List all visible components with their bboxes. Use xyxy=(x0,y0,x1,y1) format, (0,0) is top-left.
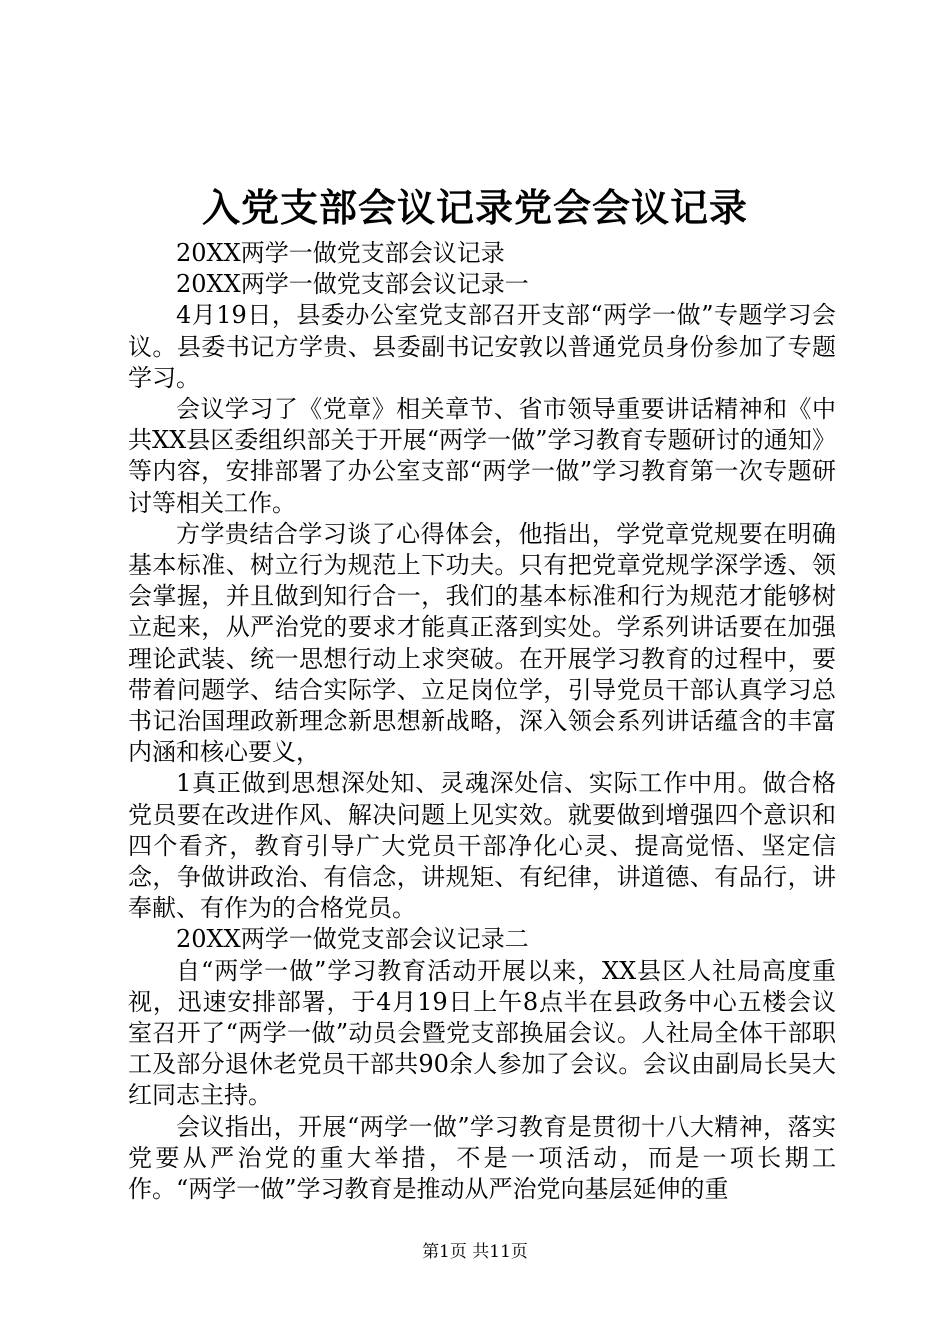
document-body xyxy=(128,238,836,1205)
paragraph: 20XX两学一做党支部会议记录二 xyxy=(176,925,529,954)
paragraph: 20XX两学一做党支部会议记录 xyxy=(176,239,505,267)
paragraph: 1真正做到思想深处知、灵魂深处信、实际工作中用。做合格党员要在改进作风、解决问题上见实效。就要做到增强四个意识和四个看齐，教育引导广大党员干部净化心灵、提高觉悟、坚定信念，争做讲政治、有信念，讲规矩、有纪律，讲道德、有品行，讲奉献、有作为的合格党员。 xyxy=(128,769,836,923)
paragraph: 会议学习了《党章》相关章节、省市领导重要讲话精神和《中共XX县区委组织部关于开展“两学一做”学习教育专题研讨的通知》等内容，安排部署了办公室支部“两学一做”学习教育第一次专题研讨等相关工作。 xyxy=(128,395,836,517)
paragraph: 20XX两学一做党支部会议记录一 xyxy=(176,270,529,299)
paragraph: 会议指出，开展“两学一做”学习教育是贯彻十八大精神，落实党要从严治党的重大举措，不是一项活动，而是一项长期工作。“两学一做”学习教育是推动从严治党向基层延伸的重 xyxy=(128,1112,836,1204)
paragraph: 自“两学一做”学习教育活动开展以来，XX县区人社局高度重视，迅速安排部署，于4月19日上午8点半在县政务中心五楼会议室召开了“两学一做”动员会暨党支部换届会议。人社局全体干部职工及部分退休老党员干部共90余人参加了会议。会议由副局长吴大红同志主持。 xyxy=(128,956,836,1110)
page-number-footer: 第1页 共11页 xyxy=(422,1242,528,1262)
document-title: 入党支部会议记录党会会议记录 xyxy=(201,185,748,230)
paragraph: 4月19日，县委办公室党支部召开支部“两学一做”专题学习会议。县委书记方学贵、县委副书记安敦以普通党员身份参加了专题学习。 xyxy=(128,301,836,392)
paragraph: 方学贵结合学习谈了心得体会，他指出，学党章党规要在明确基本标准、树立行为规范上下功夫。只有把党章党规学深学透、领会掌握，并且做到知行合一，我们的基本标准和行为规范才能够树立起来，从严治党的要求才能真正落到实处。学系列讲话要在加强理论武装、统一思想行动上求突破。在开展学习教育的过程中，要带着问题学、结合实际学、立足岗位学，引导党员干部认真学习总书记治国理政新理念新思想新战略，深入领会系列讲话蕴含的丰富内涵和核心要义， xyxy=(128,519,836,767)
